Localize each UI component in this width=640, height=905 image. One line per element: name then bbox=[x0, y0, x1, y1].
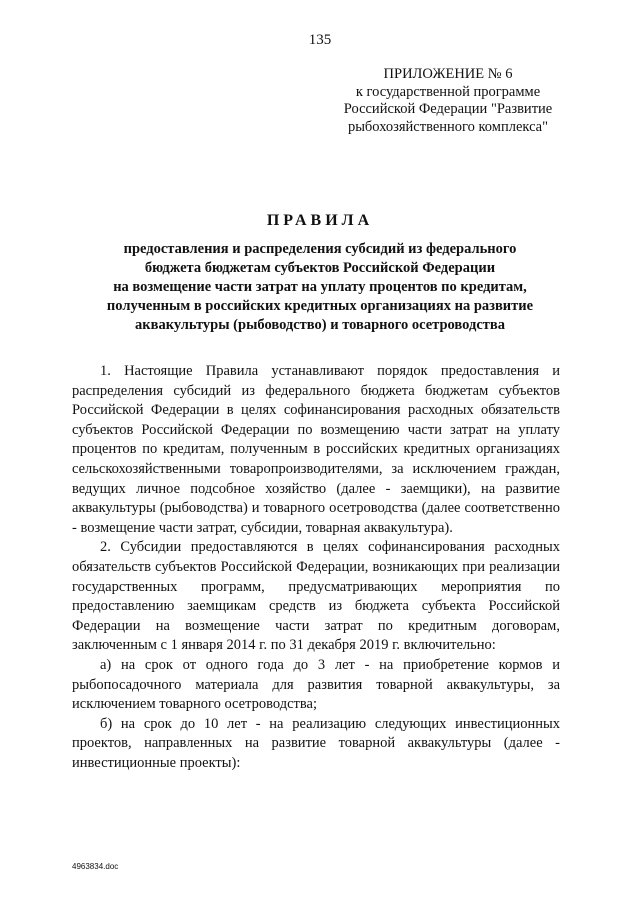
subtitle-line: аквакультуры (рыбоводство) и товарного осетроводства bbox=[135, 317, 505, 333]
subtitle-line: полученным в российских кредитных организациях на развитие bbox=[106, 298, 534, 314]
appendix-line: рыбохозяйственного комплекса" bbox=[347, 118, 549, 135]
document-title: ПРАВИЛА bbox=[266, 212, 374, 229]
paragraph-2b: б) на срок до 10 лет - на реализацию следующих инвестиционных проектов, направленных на развитие товарной аквакультуры (далее - инвестиционные проекты): bbox=[72, 715, 560, 771]
paragraph-2: 2. Субсидии предоставляются в целях софинансирования расходных обязательств субъектов Российской Федерации, возникающих при реализации государственных программ, предусматривающих мероприятия по предоставлению заемщикам средств из бюджета субъекта Российской Федерации на возмещение части затрат по кредитным договорам, заключенным с 1 января 2014 г. по 31 декабря 2019 г. включительно: bbox=[72, 539, 560, 654]
document-subtitle bbox=[80, 240, 560, 335]
subtitle-line: на возмещение части затрат на уплату процентов по кредитам, bbox=[113, 279, 527, 295]
appendix-line: ПРИЛОЖЕНИЕ № 6 bbox=[383, 66, 513, 82]
paragraph-1: 1. Настоящие Правила устанавливают порядок предоставления и распределения субсидий из федерального бюджета бюджетам субъектов Российской Федерации в целях софинансирования расходных обязательств субъектов Российской Федерации по возмещению части затрат на уплату процентов по кредитам, полученным в российских кредитных организациях сельскохозяйственными товаропроизводителями, за исключением граждан, ведущих личное подсобное хозяйство (далее - заемщики), на развитие аквакультуры (рыбоводства) и товарного осетроводства (далее соответственно - возмещение части затрат, субсидии, товарная аквакультура). bbox=[72, 363, 560, 536]
paragraph-2a: а) на срок от одного года до 3 лет - на приобретение кормов и рыбопосадочного материала для развития товарной аквакультуры, за исключением товарного осетроводства; bbox=[72, 656, 560, 713]
page-number: 135 bbox=[308, 32, 332, 48]
document-body bbox=[72, 362, 560, 773]
appendix-line: Российской Федерации "Развитие bbox=[343, 101, 553, 117]
subtitle-line: бюджета бюджетам субъектов Российской Федерации bbox=[144, 260, 496, 276]
subtitle-line: предоставления и распределения субсидий из федерального bbox=[123, 241, 517, 257]
appendix-line: к государственной программе bbox=[355, 83, 541, 100]
appendix-header bbox=[318, 66, 578, 136]
file-name-footer: 4963834.doc bbox=[72, 862, 119, 871]
